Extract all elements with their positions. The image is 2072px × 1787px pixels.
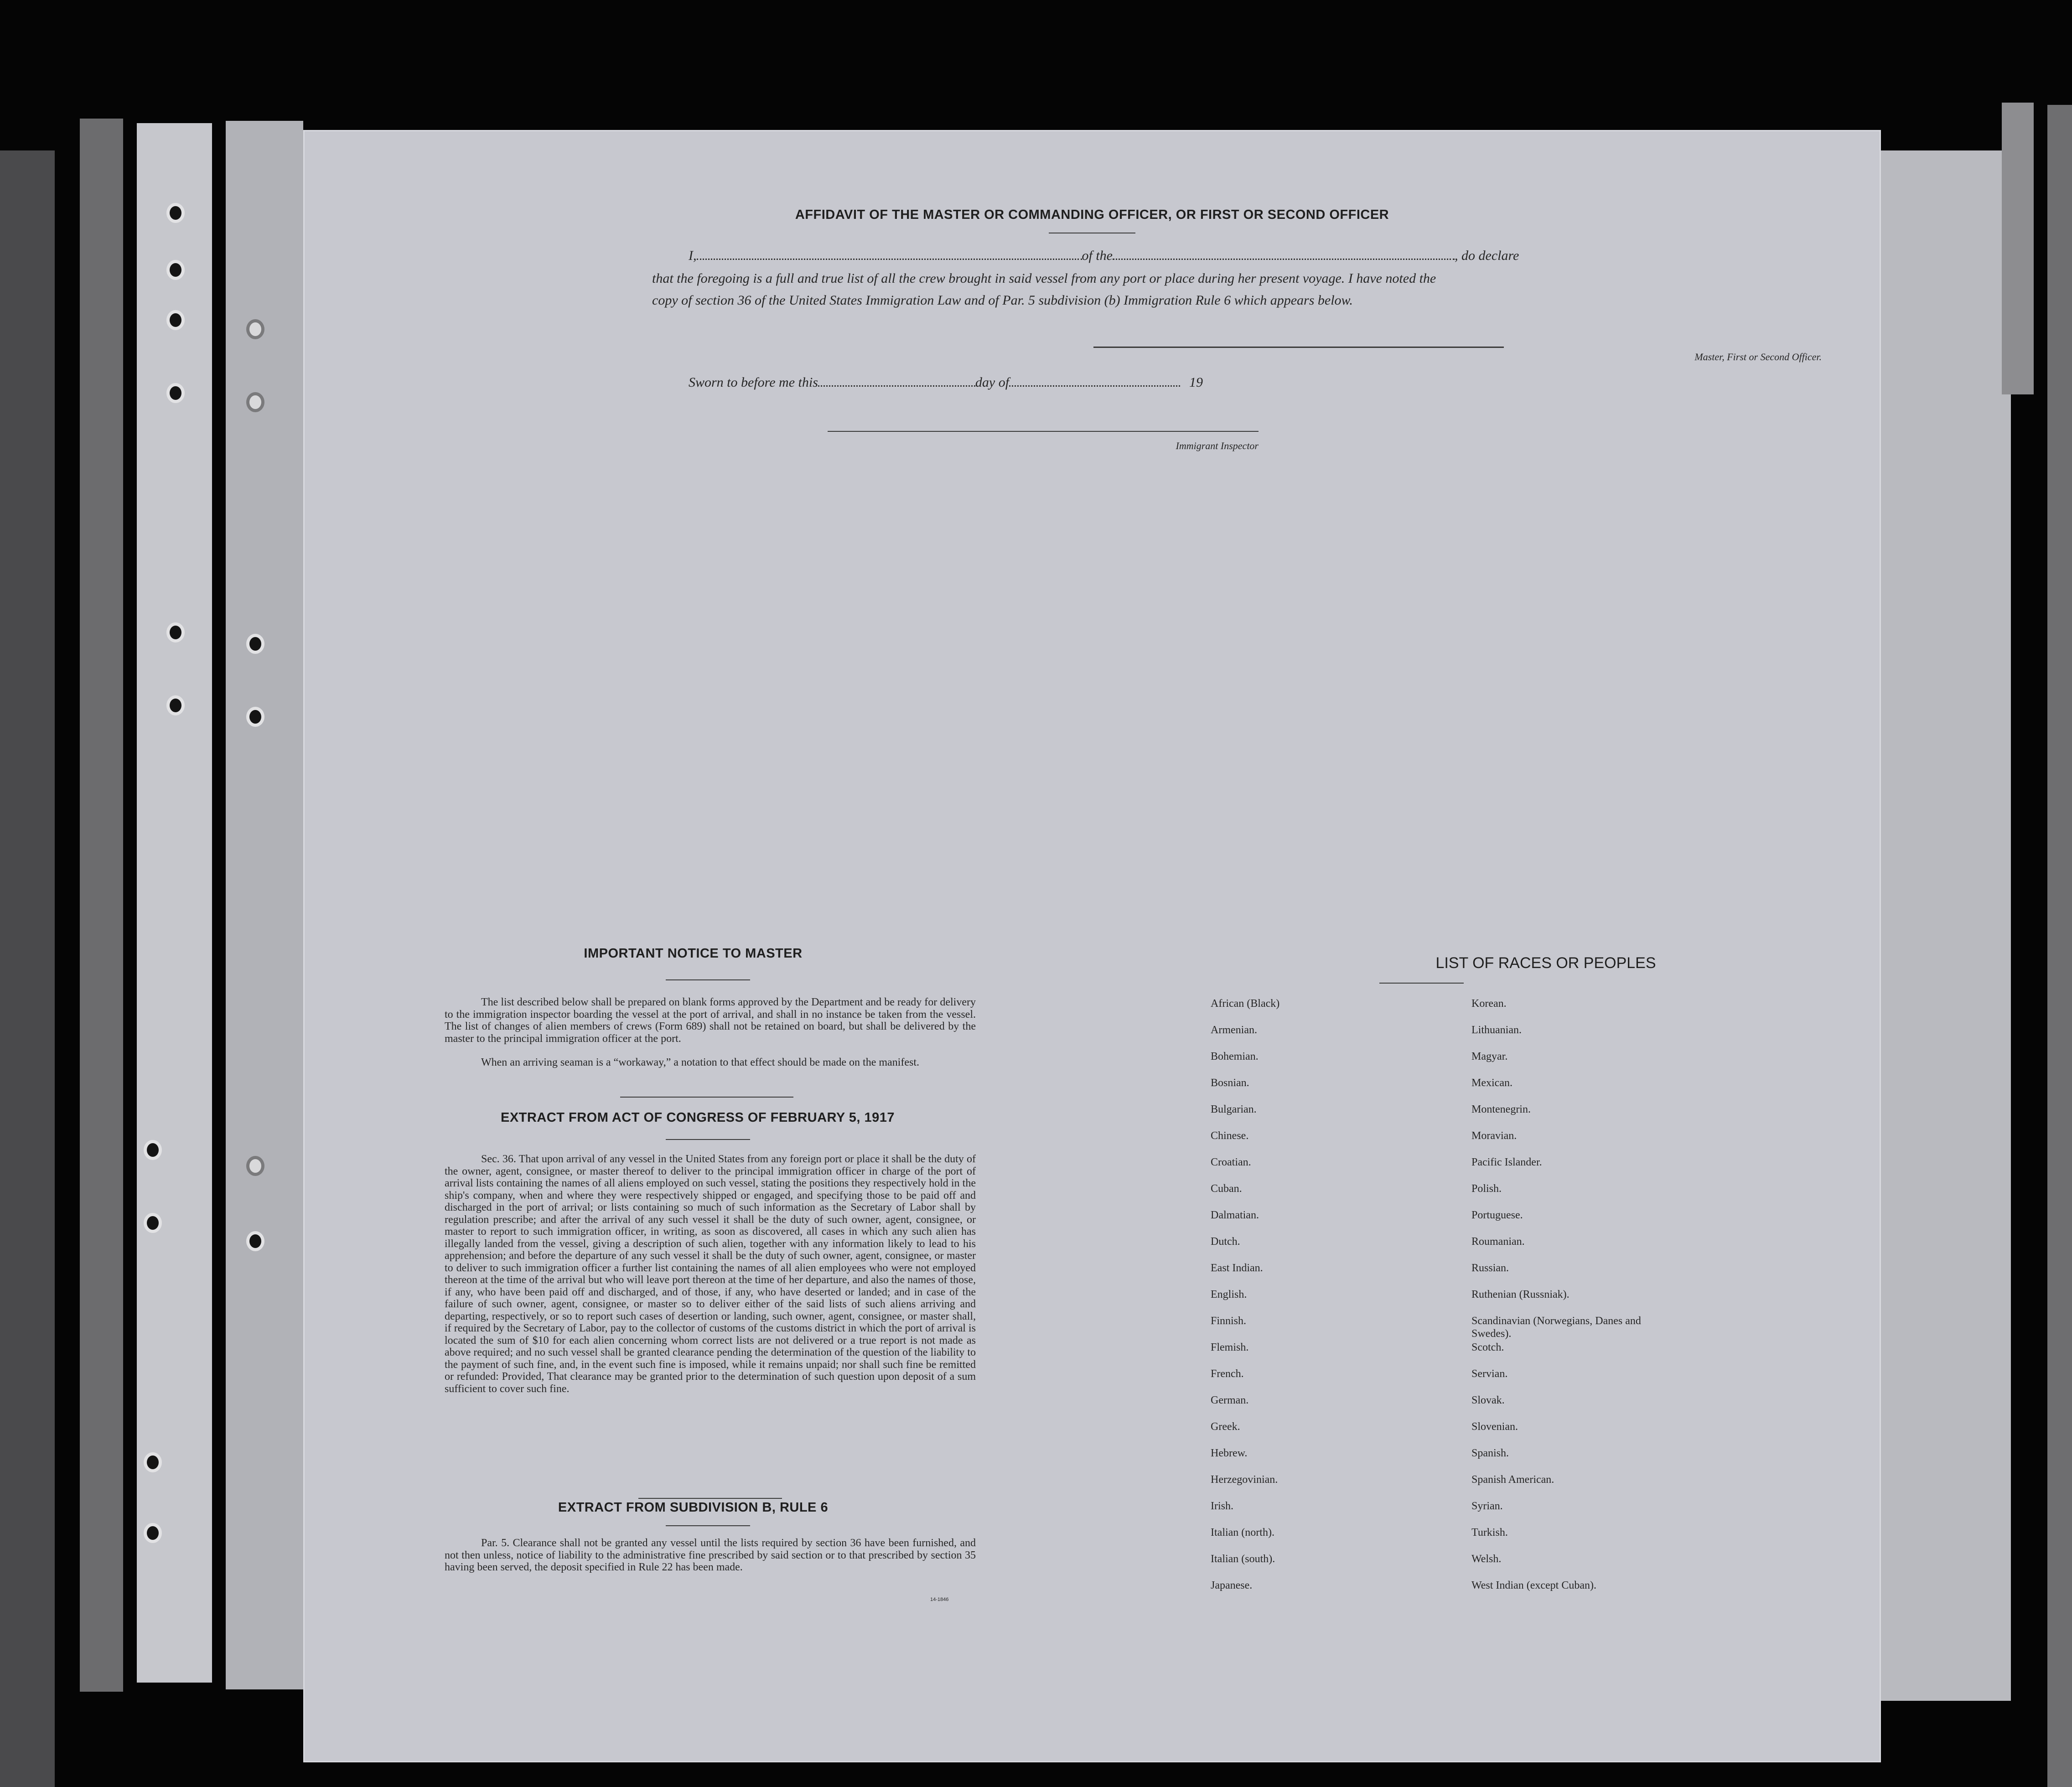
binder-hole-icon: [166, 695, 185, 715]
race-item: German.: [1211, 1394, 1249, 1406]
sworn-prefix: Sworn to before me this: [689, 375, 818, 390]
adjacent-page-left: [137, 123, 212, 1683]
race-item: Armenian.: [1211, 1024, 1257, 1036]
binder-hole-icon: [166, 383, 185, 403]
race-item: Polish.: [1471, 1183, 1502, 1195]
race-item: Herzegovinian.: [1211, 1474, 1278, 1486]
race-item: Flemish.: [1211, 1342, 1249, 1353]
race-item: French.: [1211, 1368, 1244, 1380]
race-item: Dutch.: [1211, 1236, 1240, 1248]
race-item: Bohemian.: [1211, 1051, 1259, 1062]
inspector-label: Immigrant Inspector: [1176, 440, 1259, 451]
adjacent-page-edge-left-2: [80, 119, 123, 1692]
binder-hole-icon: [246, 392, 264, 412]
declarant-name-field[interactable]: [697, 253, 1082, 260]
race-item: Bulgarian.: [1211, 1103, 1257, 1115]
race-item: Korean.: [1471, 998, 1507, 1010]
extract-act-title: EXTRACT FROM ACT OF CONGRESS OF FEBRUARY 5, 1917: [500, 1110, 895, 1125]
sworn-day-of: day of: [975, 375, 1010, 390]
race-item: Croatian.: [1211, 1156, 1251, 1168]
extract-act-body: Sec. 36. That upon arrival of any vessel in the United States from any foreign port or place it shall be the duty of the owner, agent, consignee, or master thereof to deliver to the principal immigration officer in charge of the port of arrival lists containing the names of all aliens employed on such vessel, stating the positions they respectively hold in the ship's company, when and where they were respectively shipped or engaged, and specifying those to be paid off and discharged in the port of arrival; or lists containing so much of such information as the Secretary of Labor shall by regulation prescribe; and after the arrival of any such vessel it shall be the duty of such owner, agent, consignee, or master to report to such immigration officer, in writing, as soon as discovered, all cases in which any such alien has illegally landed from the vessel, giving a description of such alien, together with any information likely to lead to his apprehension; and before the departure of any such vessel it shall be the duty of such owner, agent, consignee, or master to deliver to such immigration officer a further list containing the names of all alien employees who were not employed thereon at the time of the arrival but who will leave port thereon at the time of her departure, and also the names of those, if any, who have been paid off and discharged, and of those, if any, who have deserted or landed; and in case of the failure of such owner, agent, consignee, or master so to deliver either of the said lists of such aliens arriving and departing, respectively, or so to report such cases of desertion or landing, such owner, agent, consignee, or master shall, if required by the Secretary of Labor, pay to the collector of customs of the customs district in which the port of arrival is located the sum of $10 for each alien concerning whom correct lists are not delivered or a true report is not made as above required; and no such vessel shall be granted clearance pending the determination of the question of the liability to the payment of such fine, and, in the event such fine is imposed, while it remains unpaid; nor shall such fine be remitted or refunded: Provided, That clearance may be granted prior to the determination of such question upon deposit of a sum sufficient to cover such fine.: [445, 1153, 976, 1395]
race-item: Ruthenian (Russniak).: [1471, 1289, 1570, 1300]
adjacent-page-right: [1879, 150, 2011, 1701]
race-item: Chinese.: [1211, 1130, 1249, 1142]
vessel-prefix: of the: [1082, 248, 1113, 263]
race-item: Mexican.: [1471, 1077, 1513, 1089]
adjacent-page-edge-left: [0, 150, 55, 1787]
race-item: Turkish.: [1471, 1527, 1508, 1538]
extract-rule-title: EXTRACT FROM SUBDIVISION B, RULE 6: [558, 1500, 829, 1515]
section-divider: [620, 1097, 793, 1098]
affidavit-line-2: that the foregoing is a full and true list of all the crew brought in said vessel from any port or place during her present voyage. I have noted the: [652, 271, 1436, 286]
race-item: Bosnian.: [1211, 1077, 1249, 1089]
race-item: Montenegrin.: [1471, 1103, 1531, 1115]
race-item: Moravian.: [1471, 1130, 1517, 1142]
race-item: English.: [1211, 1289, 1247, 1300]
race-item: Finnish.: [1211, 1315, 1247, 1327]
race-item: Pacific Islander.: [1471, 1156, 1542, 1168]
extract-rule-divider: [666, 1525, 750, 1526]
race-item: Spanish.: [1471, 1447, 1509, 1459]
sworn-month-field[interactable]: [1009, 380, 1180, 387]
declarant-prefix: I,: [689, 248, 697, 263]
binder-hole-icon: [166, 310, 185, 330]
race-item: East Indian.: [1211, 1262, 1263, 1274]
race-item: Servian.: [1471, 1368, 1508, 1380]
binder-hole-icon: [246, 707, 264, 727]
race-item: Scandinavian (Norwegians, Danes and Swedes).: [1471, 1315, 1641, 1340]
inspector-signature-line[interactable]: [828, 431, 1259, 432]
binder-hole-icon: [166, 260, 185, 280]
race-item: Scotch.: [1471, 1342, 1504, 1353]
race-item: Cuban.: [1211, 1183, 1242, 1195]
master-signature-line[interactable]: [1093, 347, 1504, 348]
binder-hole-icon: [246, 634, 264, 654]
notice-divider: [666, 979, 750, 980]
notice-title: IMPORTANT NOTICE TO MASTER: [584, 946, 803, 961]
sworn-year: 19: [1189, 375, 1203, 390]
binder-hole-icon: [246, 319, 264, 339]
binder-hole-icon: [166, 622, 185, 642]
notice-paragraph-2: When an arriving seaman is a “workaway,” a notation to that effect should be made on the manifest.: [481, 1057, 919, 1068]
race-item: Roumanian.: [1471, 1236, 1525, 1248]
race-item: Irish.: [1211, 1500, 1233, 1512]
race-item: Welsh.: [1471, 1553, 1502, 1565]
race-item: Slovenian.: [1471, 1421, 1518, 1433]
race-item: Italian (north).: [1211, 1527, 1274, 1538]
sworn-line: [689, 372, 1373, 394]
sworn-day-field[interactable]: [818, 380, 975, 387]
race-item: Greek.: [1211, 1421, 1240, 1433]
binder-hole-icon: [246, 1156, 264, 1176]
binder-hole-icon: [144, 1523, 162, 1543]
races-list-left: [1211, 997, 1466, 1606]
race-item: Magyar.: [1471, 1051, 1508, 1062]
races-list-right: [1471, 997, 1663, 1606]
affidavit-title: AFFIDAVIT OF THE MASTER OR COMMANDING OFFICER, OR FIRST OR SECOND OFFICER: [795, 207, 1389, 222]
race-item: African (Black): [1211, 998, 1280, 1010]
affidavit-line-3: copy of section 36 of the United States Immigration Law and of Par. 5 subdivision (b) Immigration Rule 6 which appears below.: [652, 293, 1353, 308]
extract-act-divider: [666, 1139, 750, 1140]
affidavit-line-1: [689, 245, 1838, 267]
race-item: Syrian.: [1471, 1500, 1503, 1512]
race-item: Portuguese.: [1471, 1209, 1523, 1221]
binder-hole-icon: [166, 203, 185, 223]
adjacent-page-edge-right: [2002, 103, 2034, 394]
binder-hole-icon: [246, 1231, 264, 1251]
race-item: Russian.: [1471, 1262, 1509, 1274]
race-item: West Indian (except Cuban).: [1471, 1580, 1596, 1591]
race-item: Lithuanian.: [1471, 1024, 1522, 1036]
extract-rule-body: Par. 5. Clearance shall not be granted any vessel until the lists required by section 36 have been furnished, and not then unless, notice of liability to the administrative fine prescribed by said section or to that prescribed by section 35 having been served, the deposit specified in Rule 22 has been made.: [445, 1537, 976, 1573]
master-signature-label: Master, First or Second Officer.: [1694, 351, 1822, 363]
binder-hole-icon: [144, 1452, 162, 1472]
binder-hole-icon: [144, 1213, 162, 1233]
document-page: [303, 130, 1881, 1762]
section-divider: [638, 1498, 782, 1499]
races-title: LIST OF RACES OR PEOPLES: [1435, 954, 1656, 972]
race-item: Hebrew.: [1211, 1447, 1248, 1459]
race-item: Japanese.: [1211, 1580, 1253, 1591]
race-item: Dalmatian.: [1211, 1209, 1259, 1221]
race-item: Spanish American.: [1471, 1474, 1554, 1486]
race-item: Italian (south).: [1211, 1553, 1275, 1565]
adjacent-page-edge-right-2: [2047, 105, 2072, 1787]
race-item: Slovak.: [1471, 1394, 1505, 1406]
binder-hole-icon: [144, 1140, 162, 1160]
notice-paragraph-1: The list described below shall be prepared on blank forms approved by the Department and be ready for delivery to the immigration inspector boarding the vessel at the port of arrival, and shall in no instance be taken from the vessel. The list of changes of alien members of crews (Form 689) shall not be retained on board, but shall be delivered by the master to the principal immigration officer at the port.: [445, 996, 976, 1045]
vessel-name-field[interactable]: [1113, 253, 1455, 260]
adjacent-page-left-2: [226, 121, 303, 1689]
form-number: 14-1846: [930, 1597, 949, 1602]
declare-text: , do declare: [1455, 248, 1519, 263]
races-divider: [1379, 983, 1464, 984]
